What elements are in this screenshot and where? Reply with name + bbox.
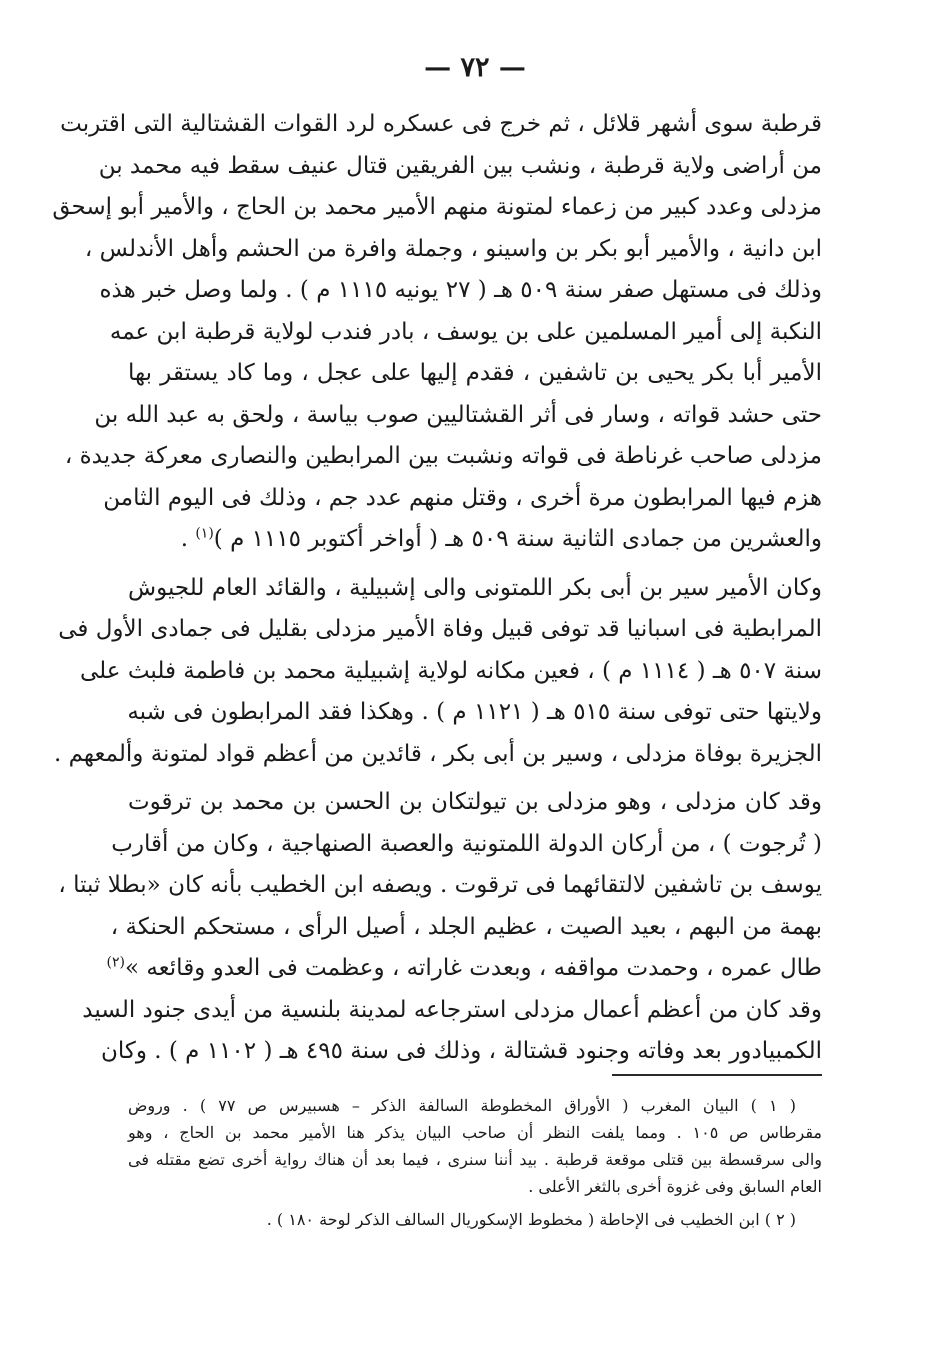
main-text bbox=[52, 104, 822, 1073]
text-line-content: والعشرين من جمادى الثانية سنة ٥٠٩ هـ ( أواخر أكتوبر ١١١٥ م ) bbox=[213, 526, 822, 552]
paragraph-3 bbox=[58, 782, 822, 1073]
text-line: حتى حشد قواته ، وسار فى أثر القشتاليين صوب بياسة ، ولحق به عبد الله بن bbox=[94, 401, 822, 428]
footnote-line: والى سرقسطة بين قتلى موقعة قرطبة . بيد أننا سنرى ، فيما بعد أن هناك رواية أخرى تضع مقتله فى bbox=[128, 1150, 822, 1169]
page-number: — ٧٢ — bbox=[424, 52, 526, 83]
text-line: وكان الأمير سير بن أبى بكر اللمتونى والى إشبيلية ، والقائد العام للجيوش bbox=[128, 574, 822, 601]
paragraph-1 bbox=[52, 104, 822, 561]
text-line-content: طال عمره ، وحمدت مواقفه ، وبعدت غاراته ، وعظمت فى العدو وقائعه » bbox=[124, 955, 822, 981]
footnote-line: ( ٢ ) ابن الخطيب فى الإحاطة ( مخطوط الإسكوريال السالف الذكر لوحة ١٨٠ ) . bbox=[266, 1210, 796, 1229]
text-line: بهمة من البهم ، بعيد الصيت ، عظيم الجلد ، أصيل الرأى ، مستحكم الحنكة ، bbox=[110, 913, 822, 940]
footnote-2 bbox=[128, 1206, 822, 1233]
text-line: من أراضى ولاية قرطبة ، ونشب بين الفريقين قتال عنيف سقط فيه محمد بن bbox=[98, 152, 822, 179]
text-line-with-note bbox=[128, 519, 822, 561]
text-line: هزم فيها المرابطون مرة أخرى ، وقتل منهم عدد جم ، وذلك فى اليوم الثامن bbox=[103, 484, 822, 511]
footnote-marker-2: (٢) bbox=[106, 954, 125, 971]
text-line: ( تُرجوت ) ، من أركان الدولة اللمتونية والعصبة الصنهاجية ، وكان من أقارب bbox=[111, 830, 822, 857]
text-line: الكمبيادور بعد وفاته وجنود قشتالة ، وذلك فى سنة ٤٩٥ هـ ( ١١٠٢ م ) . وكان bbox=[100, 1038, 822, 1064]
paragraph-gap bbox=[128, 775, 822, 782]
paragraph-gap bbox=[128, 561, 822, 568]
text-line: الجزيرة بوفاة مزدلى ، وسير بن أبى بكر ، قائدين من أعظم قواد لمتونة وألمعهم . bbox=[53, 740, 822, 767]
text-line: مزدلى وعدد كبير من زعماء لمتونة منهم الأمير محمد بن الحاج ، والأمير أبو إسحق bbox=[52, 194, 822, 220]
line-tail: . bbox=[180, 526, 196, 552]
footnote-1 bbox=[128, 1092, 822, 1200]
text-line: الأمير أبا بكر يحيى بن تاشفين ، فقدم إليها على عجل ، وما كاد يستقر بها bbox=[128, 360, 822, 386]
footnote-divider bbox=[612, 1074, 822, 1076]
text-line: ابن دانية ، والأمير أبو بكر بن واسينو ، وجملة وافرة من الحشم وأهل الأندلس ، bbox=[84, 235, 822, 262]
text-line: النكبة إلى أمير المسلمين على بن يوسف ، بادر فندب لولاية قرطبة ابن عمه bbox=[109, 318, 822, 345]
paragraph-2 bbox=[53, 568, 822, 776]
footnote-line: مقرطاس ص ١٠٥ . ومما يلفت النظر أن صاحب البيان يذكر هنا الأمير محمد بن الحاج ، وهو bbox=[128, 1123, 822, 1142]
footnote-marker-1: (١) bbox=[195, 525, 214, 542]
text-line: قرطبة سوى أشهر قلائل ، ثم خرج فى عسكره لرد القوات القشتالية التى اقتربت bbox=[60, 111, 822, 137]
footnote-line: العام السابق وفى غزوة أخرى بالثغر الأعلى . bbox=[528, 1177, 822, 1196]
footnotes bbox=[128, 1092, 822, 1233]
footnote-line: ( ١ ) البيان المغرب ( الأوراق المخطوطة السالفة الذكر – هسبيرس ص ٧٧ ) . وروض bbox=[128, 1096, 796, 1115]
text-line: وقد كان مزدلى ، وهو مزدلى بن تيولتكان بن الحسن بن محمد بن ترقوت bbox=[128, 789, 822, 815]
text-line: مزدلى صاحب غرناطة فى قواته ونشبت بين المرابطين والنصارى معركة جديدة ، bbox=[64, 443, 822, 469]
text-line: وقد كان من أعظم أعمال مزدلى استرجاعه لمدينة بلنسية من أيدى جنود السيد bbox=[82, 996, 822, 1023]
text-line: سنة ٥٠٧ هـ ( ١١١٤ م ) ، فعين مكانه لولاية إشبيلية محمد بن فاطمة فلبث على bbox=[80, 657, 822, 684]
text-line-with-note bbox=[106, 948, 822, 990]
text-line: وذلك فى مستهل صفر سنة ٥٠٩ هـ ( ٢٧ يونيه ١١١٥ م ) . ولما وصل خبر هذه bbox=[99, 277, 822, 303]
text-line: يوسف بن تاشفين لالتقائهما فى ترقوت . ويصفه ابن الخطيب بأنه كان «بطلا ثبتا ، bbox=[58, 872, 822, 898]
text-line: ولايتها حتى توفى سنة ٥١٥ هـ ( ١١٢١ م ) . وهكذا فقد المرابطون فى شبه bbox=[127, 699, 822, 725]
text-line: المرابطية فى اسبانيا قد توفى قبيل وفاة الأمير مزدلى بقليل فى جمادى الأول فى bbox=[58, 616, 822, 642]
